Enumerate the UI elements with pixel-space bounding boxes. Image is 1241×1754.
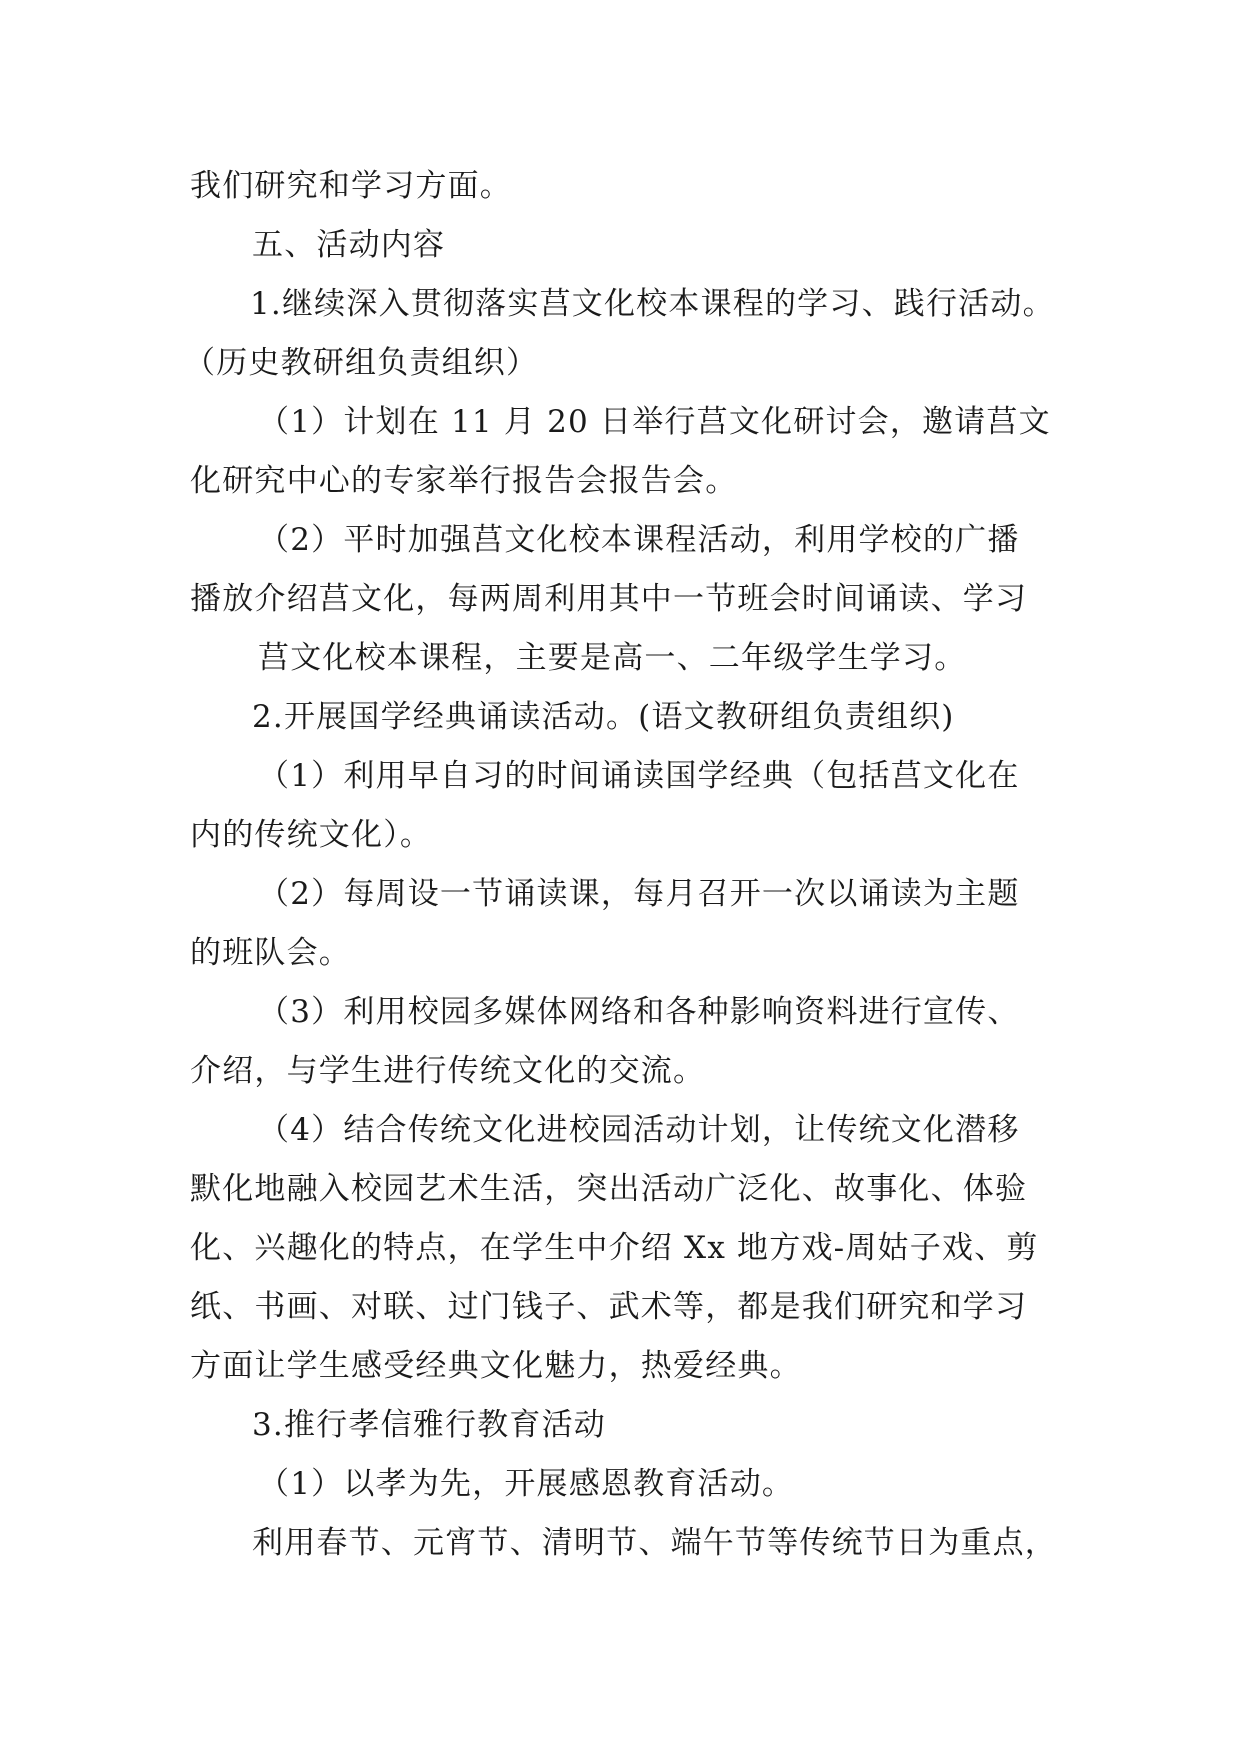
item-heading: 1.继续深入贯彻落实莒文化校本课程的学习、践行活动。 [250, 286, 1055, 322]
text-line: 莒文化校本课程，主要是高一、二年级学生学习。 [258, 640, 967, 676]
text-line: 默化地融入校园艺术生活，突出活动广泛化、故事化、体验 [190, 1171, 1028, 1207]
text-line: 我们研究和学习方面。 [190, 168, 512, 204]
text-line: 化研究中心的专家举行报告会报告会。 [190, 463, 738, 499]
text-line: （1）利用早自习的时间诵读国学经典（包括莒文化在 [258, 758, 1020, 794]
text-line: （历史教研组负责组织） [184, 345, 539, 381]
text-line: （4）结合传统文化进校园活动计划，让传统文化潜移 [258, 1112, 1020, 1148]
text-line: 纸、书画、对联、过门钱子、武术等，都是我们研究和学习 [190, 1289, 1028, 1325]
text-line: 利用春节、元宵节、清明节、端午节等传统节日为重点， [252, 1525, 1057, 1561]
text-line: 播放介绍莒文化，每两周利用其中一节班会时间诵读、学习 [190, 581, 1028, 617]
section-heading: 五、活动内容 [252, 227, 446, 263]
text-line: （1）计划在 11 月 20 日举行莒文化研讨会，邀请莒文 [258, 404, 1051, 440]
item-heading: 3.推行孝信雅行教育活动 [252, 1407, 606, 1443]
text-line: 介绍，与学生进行传统文化的交流。 [190, 1053, 706, 1089]
text-line: 化、兴趣化的特点，在学生中介绍 Xx 地方戏-周姑子戏、剪 [190, 1230, 1039, 1266]
text-line: 内的传统文化）。 [190, 817, 433, 853]
text-line: 方面让学生感受经典文化魅力，热爱经典。 [190, 1348, 802, 1384]
text-line: （1）以孝为先，开展感恩教育活动。 [258, 1466, 795, 1502]
text-line: （2）平时加强莒文化校本课程活动，利用学校的广播 [258, 522, 1020, 558]
item-heading: 2.开展国学经典诵读活动。(语文教研组负责组织) [252, 699, 955, 735]
text-line: （3）利用校园多媒体网络和各种影响资料进行宣传、 [258, 994, 1020, 1030]
text-line: 的班队会。 [190, 935, 351, 971]
text-line: （2）每周设一节诵读课，每月召开一次以诵读为主题 [258, 876, 1020, 912]
